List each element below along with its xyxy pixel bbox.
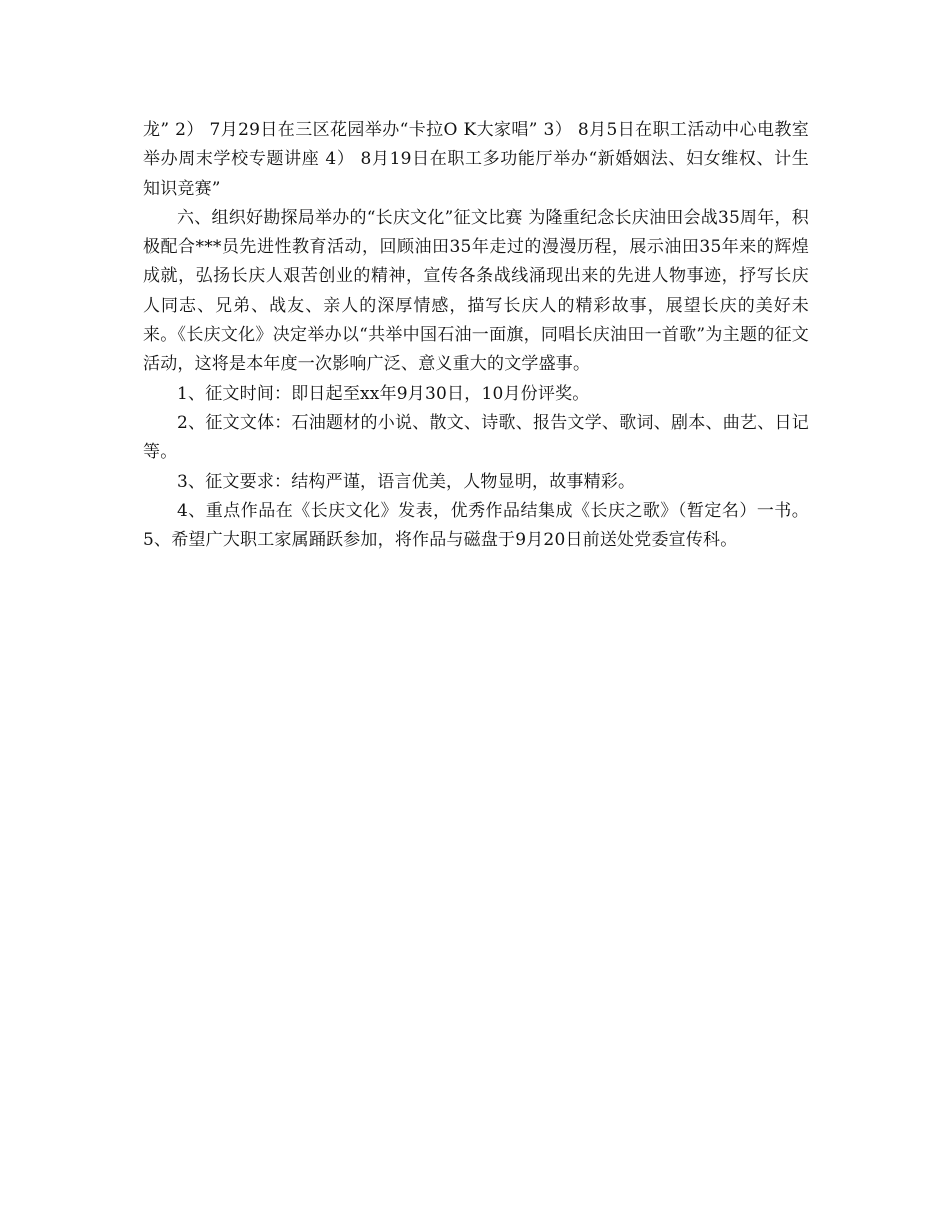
paragraph-essay-contest: 六、组织好勘探局举办的“长庆文化”征文比赛 为隆重纪念长庆油田会战35周年，积极配合***员先进性教育活动，回顾油田35年走过的漫漫历程，展示油田35年来的辉煌成就，弘扬长庆人艰苦创业的精神，宣传各条战线涌现出来的先进人物事迹，抒写长庆人同志、兄弟、战友、亲人的深厚情感，描写长庆人的精彩故事，展望长庆的美好未来。《长庆文化》决定举办以“共举中国石油一面旗，同唱长庆油田一首歌”为主题的征文活动，这将是本年度一次影响广泛、意义重大的文学盛事。 [143,207,809,375]
paragraph-essay-time: 1、征文时间：即日起至xx年9月30日，10月份评奖。 [177,383,590,404]
paragraph-activity-list: 龙” 2） 7月29日在三区花园举办“卡拉O K大家唱” 3） 8月5日在职工活动中心电教室举办周末学校专题讲座 4） 8月19日在职工多功能厅举办“新婚姻法、妇女维权、计生知识竞赛” [143,120,809,199]
document-body [143,116,809,555]
paragraph-essay-genre: 2、征文文体：石油题材的小说、散文、诗歌、报告文学、歌词、剧本、曲艺、日记等。 [143,412,809,463]
paragraph-essay-publication: 4、重点作品在《长庆文化》发表，优秀作品结集成《长庆之歌》（暂定名）一书。 5、希望广大职工家属踊跃参加，将作品与磁盘于9月20日前送处党委宣传科。 [143,500,809,551]
paragraph-essay-requirements: 3、征文要求：结构严谨，语言优美，人物显明，故事精彩。 [177,471,636,492]
